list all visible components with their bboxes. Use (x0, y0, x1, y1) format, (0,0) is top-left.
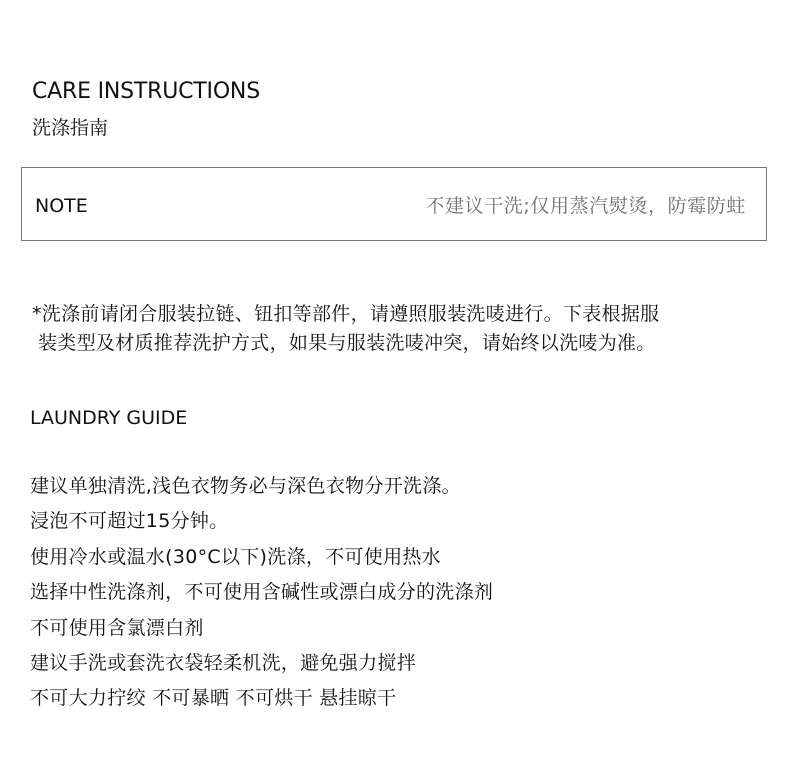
disclaimer-paragraph (32, 300, 772, 358)
page-title: CARE INSTRUCTIONS (32, 79, 260, 104)
laundry-guide-list (30, 474, 493, 722)
guide-item: 不可使用含氯漂白剂 (30, 616, 204, 639)
guide-item: 建议单独清洗,浅色衣物务必与深色衣物分开洗涤。 (30, 475, 461, 497)
laundry-guide-title: LAUNDRY GUIDE (30, 407, 188, 429)
guide-item: 不可大力拧绞 不可暴晒 不可烘干 悬挂晾干 (30, 687, 397, 710)
guide-item: 浸泡不可超过15分钟。 (30, 510, 229, 533)
note-text: 不建议干洗;仅用蒸汽熨烫，防霉防蛀 (425, 195, 746, 217)
page-subtitle: 洗涤指南 (32, 117, 109, 139)
guide-item: 建议手洗或套洗衣袋轻柔机洗，避免强力搅拌 (30, 651, 417, 674)
disclaimer-line: *洗涤前请闭合服装拉链、钮扣等部件，请遵照服装洗唛进行。下表根据服 (32, 303, 660, 325)
disclaimer-line: 装类型及材质推荐洗护方式，如果与服装洗唛冲突，请始终以洗唛为准。 (38, 332, 656, 354)
note-box (21, 167, 767, 241)
note-label: NOTE (35, 195, 88, 217)
guide-item: 使用冷水或温水(30°C以下)洗涤，不可使用热水 (30, 545, 441, 568)
guide-item: 选择中性洗涤剂，不可使用含碱性或漂白成分的洗涤剂 (30, 581, 494, 604)
